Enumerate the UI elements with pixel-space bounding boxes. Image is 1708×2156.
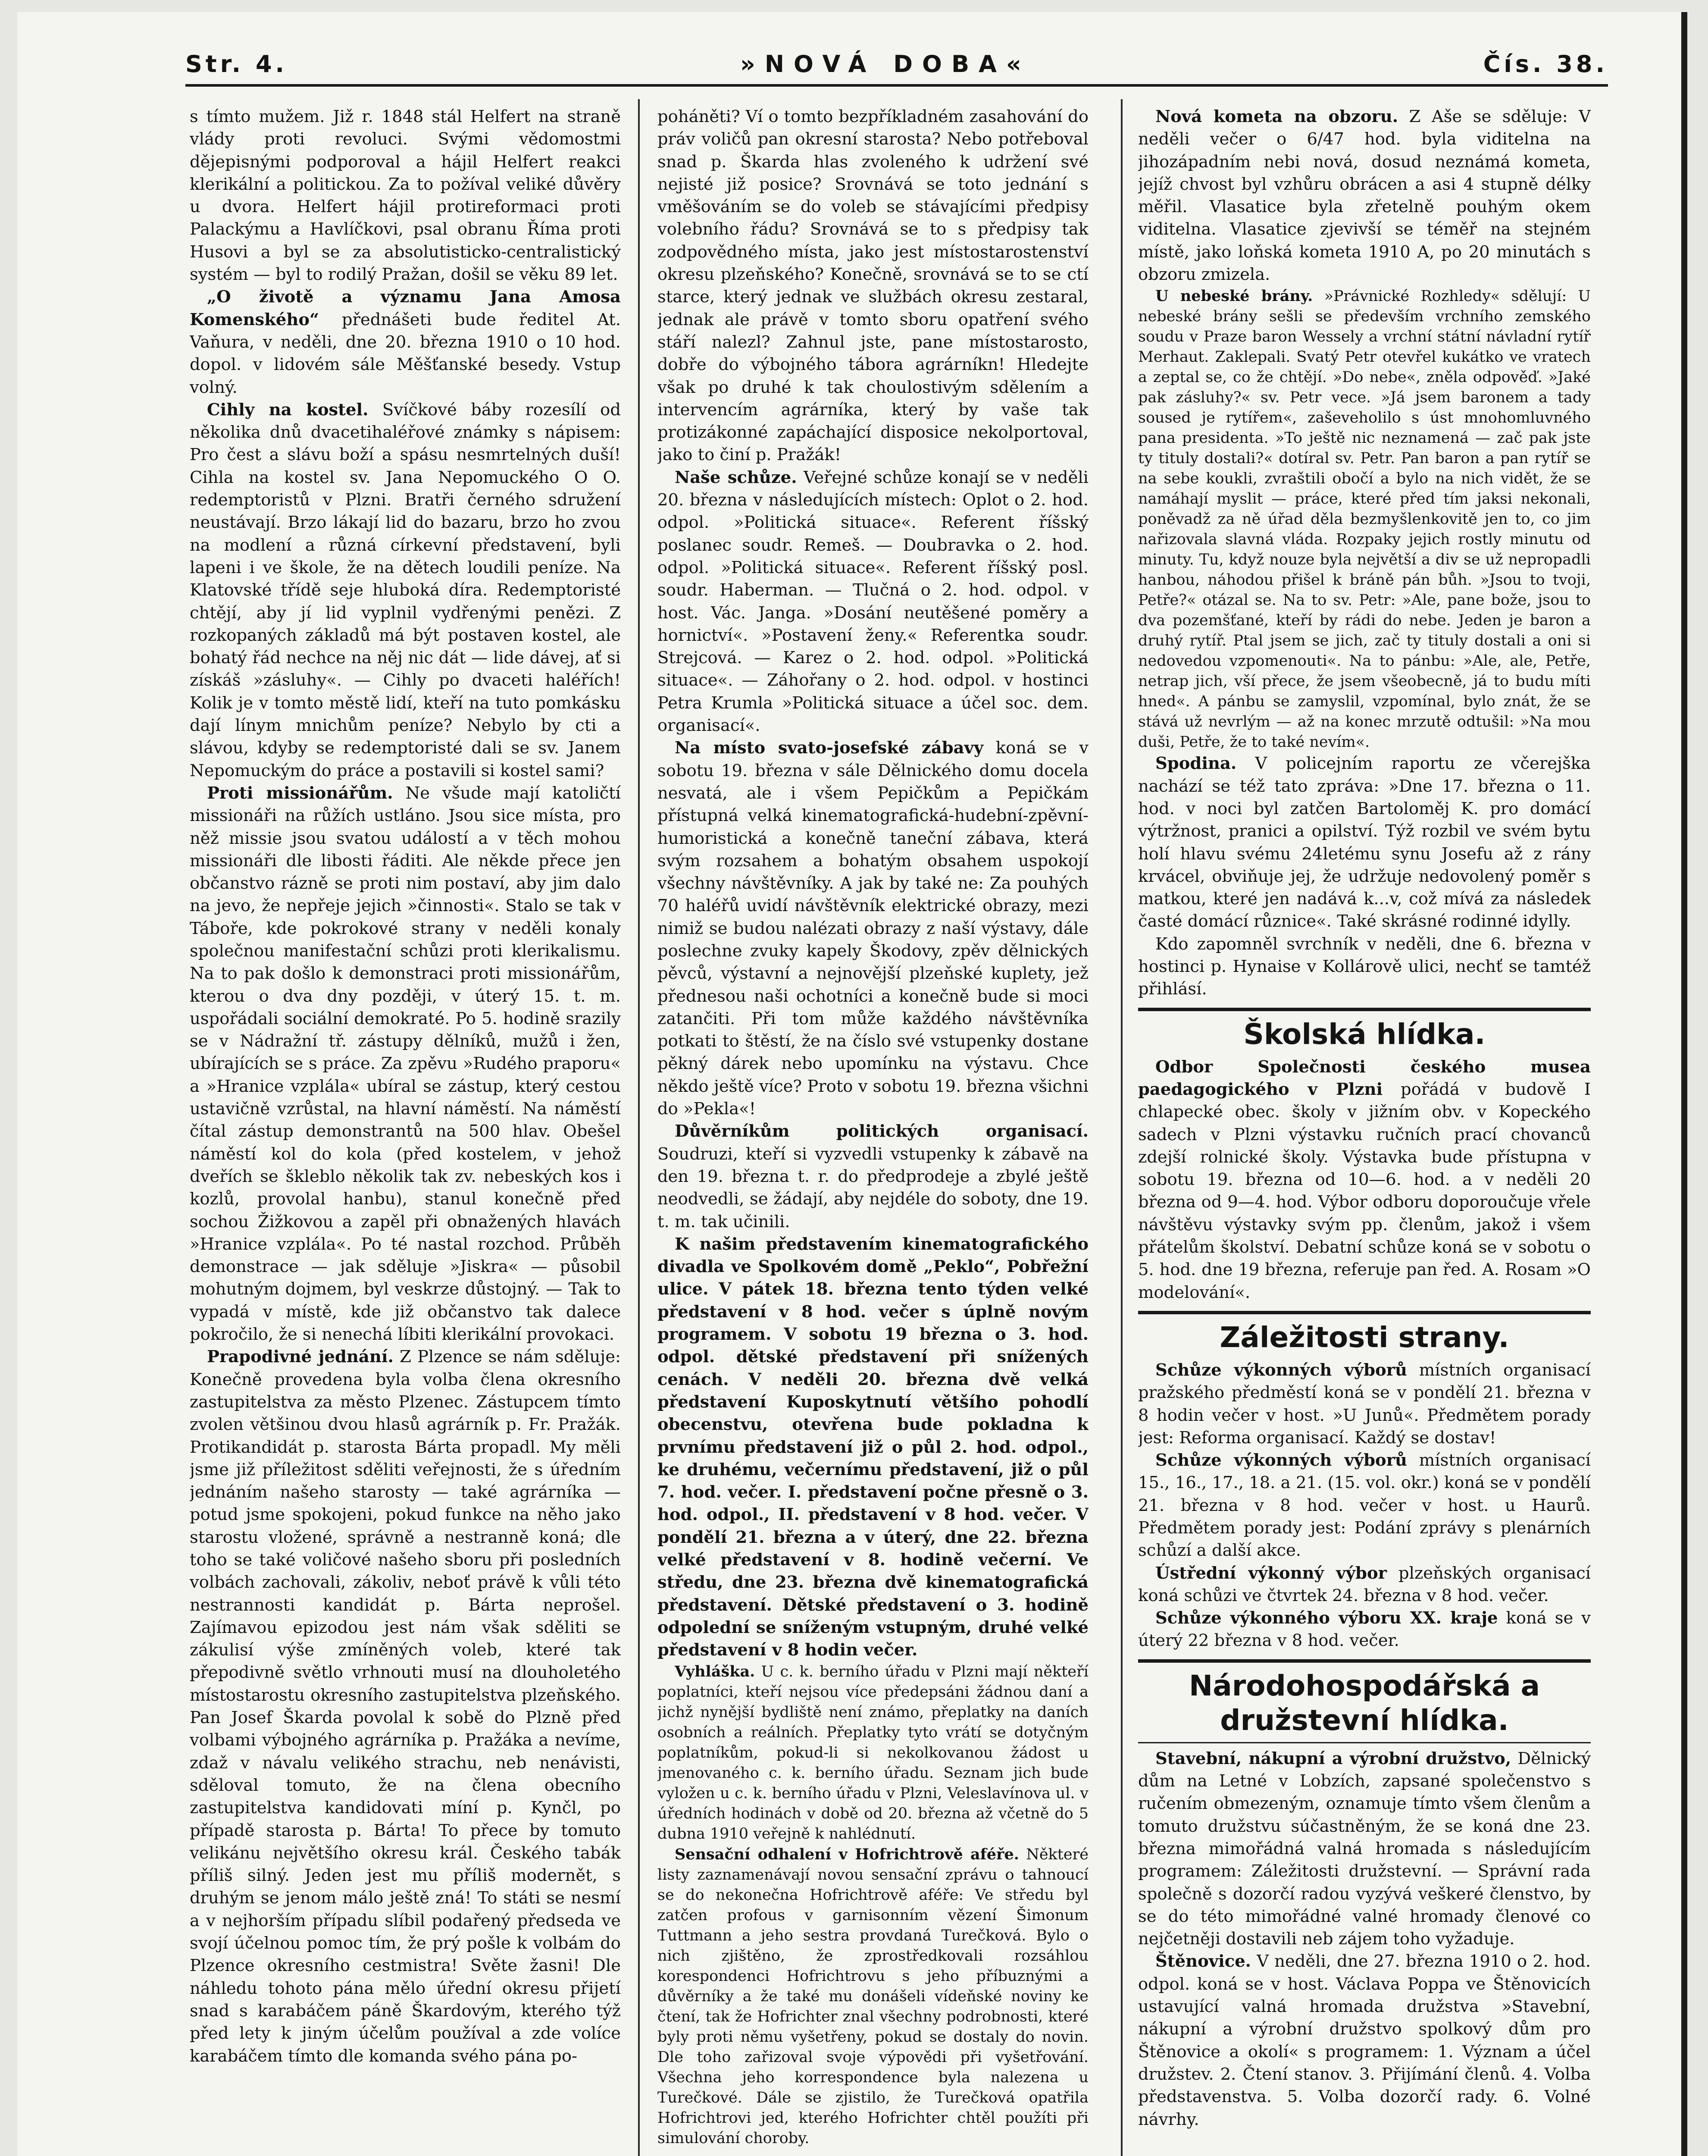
article-cihly: Cihly na kostel. Svíčkové báby rozesílí od několika dnů dvacetihaléřové známky s nápisem: Pro čest a slávu boží a spásu nesmrtelných duší! Cihla na kostel sv. Jana Nepomuckého O O. redemptoristů v Plzni. Bratři černého sdružení neustávají. Brzo lákají lid do bazaru, brzo ho zvou na modlení a různá církevní představení, byli lapeni i ve škole, že na dětech loudili peníze. Na Klatovské třídě seje hluboká díra. Redemptoristé chtějí, aby jí lid vyplnil vydřenými penězi. Z rozkopaných základů má být postaven kostel, ale bohatý řád nechce na něj nic dát — lide dávej, ať si získáš »zásluhy«. — Cihly po dvaceti haléřích! Kolik je v tomto městě lidí, kteří na tuto pomkásku dají línym mnichům peníze? Nebylo by cti a slávou, kdyby se redemptoristé dali se sv. Janem Nepomuckým do práce a postavili si kostel sami? [190, 400, 621, 780]
page-number: Str. 4. [185, 50, 288, 78]
header-rule [185, 84, 1608, 87]
article-helfert: s tímto mužem. Již r. 1848 stál Helfert na straně vlády proti revoluci. Svými vědomostmi dějepisnými podporoval a hájil Helfert reakci klerikální a politickou. Za to požíval veliké důvěry u dvora. Helfert hájil protireformaci proti Palackýmu a Havlíčkovi, psal obranu Říma proti Husovi a byl se za absolutisticko-centralistický systém — byl to rodilý Pražan, došil se věku 89 let. [190, 107, 621, 285]
column-2 [657, 106, 1089, 2149]
section-rule [1138, 1008, 1591, 1011]
article-vyhlaska: Vyhláška. U c. k. berního úřadu v Plzni mají někteří poplatníci, kteří nejsou více předepsáni žádnou daní a jichž nynější bydliště není známo, přeplatky na daních osobních a reálních. Přeplatky tyto vrátí se dotyčným poplatníkům, pokud-li si nekolkovanou žádost u jmenovaného c. k. berního úřadu. Seznam jich bude vyložen u c. k. berního úřadu v Plzni, Veleslavínova ul. v úředních hodinách v době od 20. března až včetně do 5 dubna 1910 veřejně k nahlédnutí. [657, 1663, 1089, 1843]
article-ustredni: Ústřední výkonný výbor plzeňských organisací koná schůzi ve čtvrtek 24. března v 8 hod. večer. [1138, 1563, 1591, 1605]
notice-svrchnik: Kdo zapomněl svrchník v neděli, dne 6. března v hostinci p. Hynaise v Kollárově ulici, nechť se tamtéž přihlásí. [1138, 934, 1591, 999]
article-prapodivne-cont: poháněti? Ví o tomto bezpříkladném zasahování do práv voličů pan okresní starosta? Nebo potřeboval snad p. Škarda hlas zvoleného k udržení své nejisté již posice? Srovnává se toto jednání s vměšováním se do voleb se stávajícími předpisy volebního řádu? Srovnává se to s předpisy tak zodpovědného místa, jako jest místostarostenství okresu plzeňského? Konečně, srovnává se to se ctí starce, který jednak ve službách okresu zestaral, jednak ale právě v tomto sboru opatření svého stáří nalezl? Zahnul jste, pane místostarosto, dobře do výbojného tábora agrárníkn! Hledejte však po druhé k tak choulostivým sdělením a intervencím agrárníka, který by vaše tak protizákonné zapáchající disposice nekolportoval, jako to činí p. Pražák! [657, 107, 1089, 465]
section-title-strany: Záležitosti strany. [1220, 1320, 1509, 1354]
article-kinematograf: K našim představením kinematografického divadla ve Spolkovém domě „Peklo“, Pobřežní ulice. V pátek 18. března tento týden velké představení v 8 hod. večer s úplně novým programem. V sobotu 19 března o 3. hod. odpol. dětské představení při snížených cenách. V neděli 20. března dvě velká představení Kuposkytnutí většího pohodlí obecenstvu, otevřena bude pokladna k prvnímu představení již o půl 2. hod. odpol., ke druhému, večernímu představení, již o půl 7. hod. večer. I. představení počne přesně o 3. hod. odpol., II. představení v 8 hod. večer. V pondělí 21. března a v úterý, dne 22. března velké představení v 8. hodině večerní. Ve středu, dne 23. března dvě kinematografická představení. Dětské představení o 3. hodině odpolední se sníženým vstupným, druhé velké představení v 8 hodin večer. [657, 1234, 1089, 1660]
article-xx-kraj: Schůze výkonného výboru XX. kraje koná se v úterý 22 března v 8 hod. večer. [1138, 1608, 1591, 1651]
section-rule [1138, 1659, 1591, 1663]
article-hofrichter: Sensační odhalení v Hofrichtrově aféře. Některé listy zaznamenávají novou sensační zprávu o tahnoucí se do nekonečna Hofrichtrově aféře: Ve středu byl zatčen profous v garnisonním vězení Šimonum Tuttmann a jeho sestra provdaná Turečková. Bylo o nich zjištěno, že zprostředkovali rozsáhlou korespondenci Hofrichtrovu s jeho příbuznými a důvěrníky a že také mu donášeli vídeňské noviny ke čtení, tak že Hofrichter znal všechny podrobnosti, které byly proti němu vyšetřeny, pokud se dostaly do novin. Dle toho zařizoval svoje výpovědi při vyšetřování. Všechna jeho korrespondence byla nalezena u Turečkové. Dále se zjistilo, že Turečková opatřila Hofrichtrovi jed, kterého Hofrichter chtěl použíti při simulování choroby. [657, 1846, 1089, 2147]
article-vybory-2: Schůze výkonných výborů místních organisací 15., 16., 17., 18. a 21. (15. vol. okr.) koná se v pondělí 21. března v 8 hod. večer v host. u Haurů. Předmětem porady jest: Podání zprávy s plenárních schůzí a další akce. [1138, 1451, 1591, 1561]
masthead-title: »NOVÁ DOBA« [740, 50, 1031, 78]
article-druzstvo: Stavební, nákupní a výrobní družstvo, Dělnický dům na Letné v Lobzích, zapsané společenstvo s ručením obmezeným, oznamuje tímto všem členům a tomuto družstvu súčastněným, že se koná dne 23. března mimořádná valná hromada s následujícím programem: Záležitosti družstevní. — Správní rada společně s dozorčí radou vyzývá veškeré členstvo, by se do této mimořádné valné hromady členové co nejčetněji dostavili neb zájem toho vyžaduje. [1138, 1749, 1591, 1949]
article-vybory-1: Schůze výkonných výborů místních organisací pražského předměstí koná se v pondělí 21. března v 8 hodin večer v host. »U Junů«. Předmětem porady jest: Reforma organisací. Každý se dostav! [1138, 1360, 1591, 1448]
column-1 [190, 106, 621, 2068]
column-separator [638, 99, 640, 2156]
article-stenovice: Štěnovice. V neděli, dne 27. března 1910 o 2. hod. odpol. koná se v host. Václava Poppa ve Štěnovicích ustavující valná hromada družstva »Stavební, nákupní a výrobní družstvo spolkový dům pro Štěnovice a okolí« s programem: 1. Význam a účel družstev. 2. Čtení stanov. 3. Přijímání členů. 4. Volba představenstva. 5. Volba dozorčí rady. 6. Volné návrhy. [1138, 1952, 1591, 2129]
article-schuze: Naše schůze. Veřejné schůze konají se v neděli 20. března v následujících místech: Oplot o 2. hod. odpol. »Politická situace«. Referent říšský poslanec soudr. Remeš. — Doubravka o 2. hod. odpol. »Politická situace«. Referent říšský posl. soudr. Haberman. — Tlučná o 2. hod. odpol. v host. Vác. Janga. »Dosání neutěšené poměry a hornictví«. »Postavení ženy.« Referentka soudr. Strejcová. — Karez o 2. hod. odpol. »Politická situace«. — Záhořany o 2. hod. odpol. v hostinci Petra Krumla »Politická situace a účel soc. dem. organisací«. [657, 467, 1089, 736]
article-prapodivne: Prapodivné jednání. Z Plzence se nám sděluje: Konečně provedena byla volba člena okresního zastupitelstva za město Plzenec. Zástupcem tímto zvolen většinou dvou hlasů agrárník p. Fr. Pražák. Protikandidát p. starosta Bárta propadl. My měli jsme již příležitost sděliti veřejnosti, že s úředním jednáním našeho starosty — také agrárníka — potud jsme spokojeni, pokud funkce na něho jako starostu vložené, správně a nestranně koná; dle toho se také voličové našeho sboru při posledních volbách zachovali, zákoliv, neboť právě k vůli této nestrannosti kandidát p. Bárta neprošel. Zajímavou epizodou jest nám však sděliti se zákulisí výše zmíněných voleb, které tak přepodivně světlo vrhnouti musí na dlouholetého místostarostu okresního zastupitelstva plzeňského. Pan Josef Škarda povolal k sobě do Plzně před volbami výbojného agrárníka p. Pražáka a nevíme, zdaž v návalu velikého strachu, neb nenávisti, sděloval tomuto, že na člena obecního zastupitelstva kandidovati míní p. Kynčl, po případě starosta p. Bárta! To přece by tomuto velikánu největšího okresu král. Českého tabák příliš silný. Jeden jest mu příliš modernět, s druhým se jenom málo ještě zná! To státi se nesmí a v nejhorším případu slíbil podařený předseda ve svojí účelnou pomoc tím, že prý pošle k volbám do Plzence okresního cestmistra! Světe žasni! Dle náhledu tohoto pána mělo úřední okresu přijetí snad s karabáčem páně Škardovým, kterého týž před lety k jiným účelům používal a zde volíce karabáčem tímto dle komanda svého pána po- [190, 1347, 621, 2066]
article-spodina: Spodina. V policejním raportu ze včerejška nachází se též tato zpráva: »Dne 17. března o 11. hod. v noci byl zatčen Bartoloměj K. pro domácí výtržnost, pranici a opilství. Týž rozbil ve svém bytu holí hlavu svému 24letému synu Josefu až z rány krvácel, obviňuje jej, že udržuje nedovolený poměr s matkou, které jen nadává k...v, což mívá za následek časté domácí různice«. Také skrásné rodinné idylly. [1138, 754, 1591, 931]
section-title-narodohospodarska: Národohospodářská a družstevní hlídka. [1189, 1669, 1540, 1737]
article-duvernici: Důvěrníkům politických organisací. Soudruzi, kteří si vyzvedli vstupenky k zábavě na den 19. března t. r. do předprodeje a zbylé ještě neodvedli, se žádají, aby nejdéle do soboty, dne 19. t. m. tak učinili. [657, 1122, 1089, 1232]
issue-number: Čís. 38. [1483, 50, 1608, 78]
section-title-skolska: Školská hlídka. [1243, 1017, 1486, 1051]
article-komensky: „O životě a významu Jana Amosa Komenského“ přednášeti bude ředitel At. Vaňura, v neděli, dne 20. března 1910 o 10 hod. dopol. v lidovém sále Měšťanské besedy. Vstup volný. [190, 287, 621, 397]
article-zabava: Na místo svato-josefské zábavy koná se v sobotu 19. března v sále Dělnického domu docela nesvatá, ale i všem Pepičkům a Pepičkám přístupná velká kinematografická-hudební-zpěvní-humoristická a konečně taneční zábava, která svým rozsahem a bohatým obsahem uspokojí všechny návštěvníky. A jak by také ne: Za pouhých 70 haléřů uvidí návštěvník elektrické obrazy, mezi nimiž se budou nalézati obrazy z naší výstavy, dále poslechne zvuky kapely Škodovy, zpěv dělnických pěvců, výstavní a nejnovější plzeňské kuplety, jež přednesou naši ochotníci a konečně bude si moci zatančiti. Při tom může každého návštěvníka potkati to štěstí, že na číslo své vstupenky dostane pěkný dárek nebo upomínku na výstavu. Chce někdo ještě více? Proto v sobotu 19. března všichni do »Pekla«! [657, 738, 1089, 1119]
article-museum: Odbor Společnosti českého musea paedagogického v Plzni pořádá v budově I chlapecké obec. školy v jižním obv. v Kopeckého sadech v Plzni výstavku ručních prací chovanců zdejší rolnické školy. Výstavka bude přístupna v sobotu 19. března od 10—6. hod. a v neděli 20 března od 9—4. hod. Výbor odboru doporoučuje vřele návštěvu výstavky svým pp. členům, jakož i všem přátelům školství. Debatní schůze koná se v sobotu o 5. hod. dne 19 března, referuje pan řed. A. Rosam »O modelování«. [1138, 1057, 1591, 1302]
article-nebeska-brana: U nebeské brány. »Právnické Rozhledy« sdělují: U nebeské brány sešli se především vrchního zemského soudu v Praze baron Wessely a vrchní státní návladní rytíř Merhaut. Zaklepali. Svatý Petr otevřel kukátko ve vratech a zeptal se, co že chtějí. »Do nebe«, zněla odpověď. »Jaké pak zásluhy?« sv. Petr vece. »Já jsem baronem a tady soused je rytířem«, zaševeholilo s úst mnohomluvného pana presidenta. »To ještě nic neznamená — zač pak jste ty tituly dostali?« dotíral sv. Petr. Pan baron a pan rytíř se na sebe koukli, zvraštili obočí a bylo na nich vidět, že se namáhají myslit — práce, které před tím jaksi nekonali, poněvadž za ně úřad děla bezmyšlenkovitě jen to, co jim nařizovala slavná vláda. Rozpaky jejich rostly minutu od minuty. Tu, když nouze byla největší a div se už nepropadli hanbou, náhodou přišel k bráně pán bůh. »Jsou to tvoji, Petře?« otázal se. Na to sv. Petr: »Ale, pane bože, jsou to dva pozemšťané, kteří by rádi do nebe. Jeden je baron a druhý rytíř. Ptal jsem se jich, zač ty tituly dostali a oni si nedovedou vzpomenouti«. Na to pánbu: »Ale, ale, Petře, netrap jich, vší přece, že jsem všeobecně, já to budu míti hned«. A pánbu se zamyslil, vzpomínal, bylo znát, že se stává už nevrlým — až na konec mrzutě odtušil: »Na mou duši, Petře, že to také nevím«. [1138, 287, 1591, 751]
article-kometa: Nová kometa na obzoru. Z Aše se sděluje: V neděli večer o 6/47 hod. byla viditelna na jihozápadním nebi nová, dosud neznámá kometa, jejíž chvost byl vzhůru obrácen a asi 4 stupně délky měřil. Vlasatice byla zřetelně pouhým okem viditelna. Vlasatice zjevivší se téměř na stejném místě, jako loňská kometa 1910 A, po 20 minutách s obzoru zmizela. [1138, 107, 1591, 285]
page-header [185, 47, 1608, 81]
column-3 [1138, 106, 1591, 2131]
section-rule [1138, 1311, 1591, 1314]
section-rule-thin [1138, 1742, 1591, 1743]
column-separator [1121, 99, 1123, 2156]
article-missionari: Proti missionářům. Ne všude mají katoličtí missionáři na růžích ustláno. Jsou sice místa, pro něž missie jsou svatou událostí a v těch mohou missionáři dle libosti řáditi. Ale někde přece jen občanstvo rázně se proti nim postaví, aby jim dalo na jevo, že nepřeje jejich »činnosti«. Stalo se tak v Táboře, kde pokrokové strany v neděli konaly společnou manifestační schůzi proti klerikalismu. Na to pak došlo k demonstraci proti missionářům, kterou o dva dny později, v úterý 15. t. m. uspořádali sociální demokraté. Po 5. hodině srazily se v Nádražní tř. zástupy dělníků, mužů i žen, ubírajících se s práce. Za zpěvu »Rudého praporu« a »Hranice vzplála« ubíral se zástup, který cestou ustavičně vzrůstal, na hlavní náměstí. Na náměstí čítal zástup demonstrantů na 500 hlav. Obešel náměstí kol do kola (před kostelem, v jehož dveřích se škleblo několik tak zv. nebeských kos i kozlů, provolal hanbu), stanul konečně před sochou Žižkovou a zapěl při obnažených hlavách »Hranice vzplála«. Po té nastal rozchod. Průběh demonstrace — jak sděluje »Jiskra« — působil mohutným dojmem, byl veskrze důstojný. — Tak to vypadá v místě, kde již občanstvo tak dalece pokročilo, že si nenechá líbiti klerikální provokaci. [190, 783, 621, 1344]
